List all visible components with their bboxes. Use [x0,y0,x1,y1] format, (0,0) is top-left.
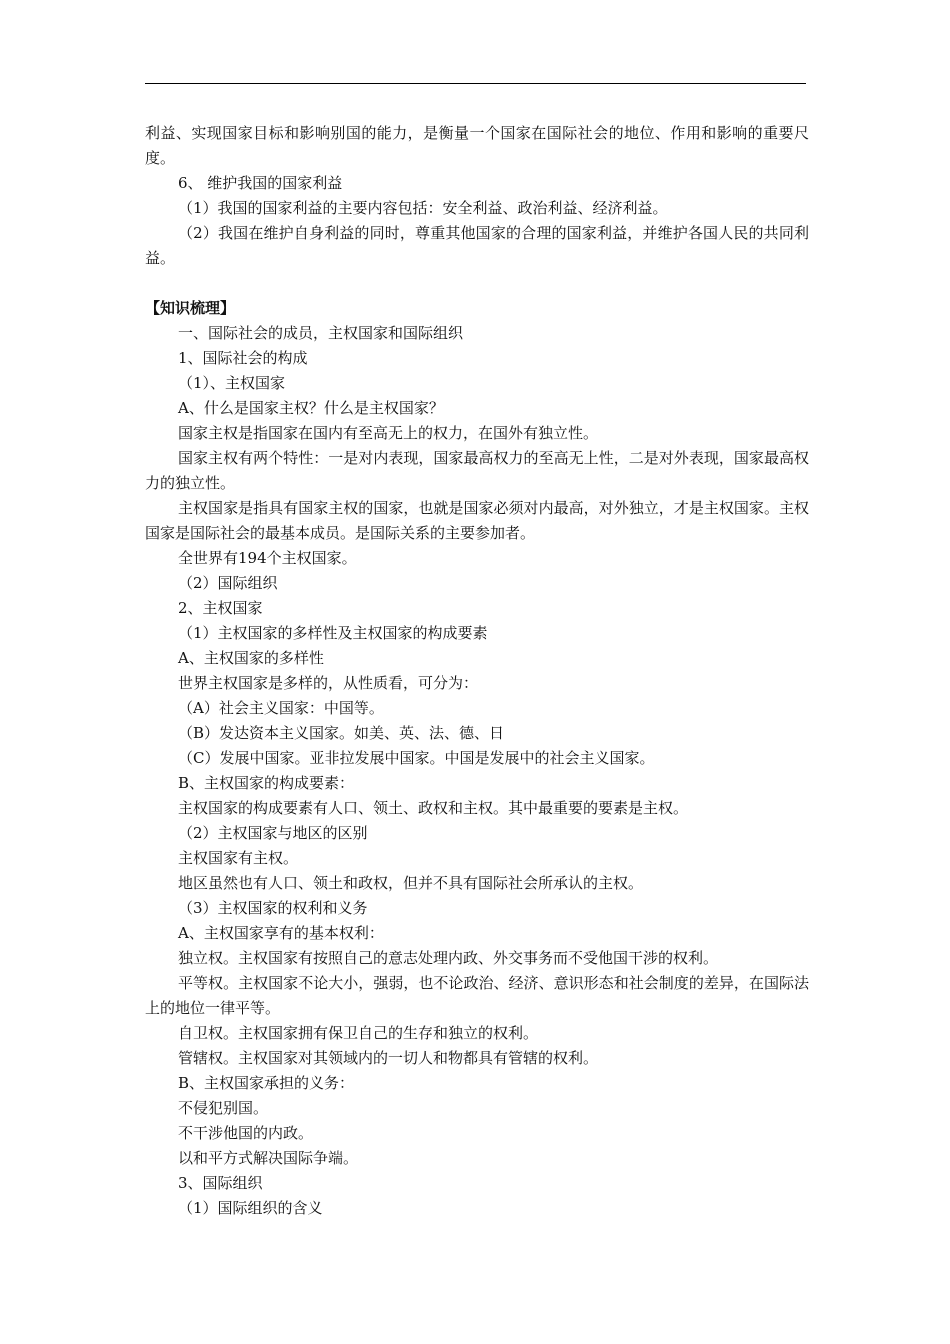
outline-line: （3）主权国家的权利和义务 [178,899,368,917]
item-6-point-1: （1）我国的国家利益的主要内容包括：安全利益、政治利益、经济利益。 [178,199,668,217]
outline-line: （A）社会主义国家：中国等。 [178,699,384,717]
paragraph-continuation: 利益、实现国家目标和影响别国的能力，是衡量一个国家在国际社会的地位、作用和影响的重要尺度。 [145,124,809,167]
outline-line: A、主权国家的多样性 [178,649,324,667]
outline-line: 自卫权。主权国家拥有保卫自己的生存和独立的权利。 [178,1024,539,1042]
outline-line: B、主权国家承担的义务： [178,1074,355,1092]
outline-line: 2、主权国家 [178,599,263,617]
outline-line: （C）发展中国家。亚非拉发展中国家。中国是发展中的社会主义国家。 [178,749,655,767]
outline-line: 全世界有194个主权国家。 [178,549,357,567]
outline-line: 管辖权。主权国家对其领域内的一切人和物都具有管辖的权利。 [178,1049,599,1067]
outline-line: B、主权国家的构成要素： [178,774,355,792]
outline-line: 世界主权国家是多样的，从性质看，可分为： [178,674,479,692]
outline-line: 地区虽然也有人口、领土和政权，但并不具有国际社会所承认的主权。 [178,874,644,892]
outline-line: （1）国际组织的含义 [178,1199,323,1217]
outline-line: （B）发达资本主义国家。如美、英、法、德、日 [178,724,505,742]
outline-line: 以和平方式解决国际争端。 [178,1149,359,1167]
header-rule [145,83,806,84]
item-6-point-2: （2）我国在维护自身利益的同时，尊重其他国家的合理的国家利益，并维护各国人民的共同利益。 [145,224,809,267]
outline-line: 1、国际社会的构成 [178,349,308,367]
outline-paragraph: 国家主权有两个特性：一是对内表现，国家最高权力的至高无上性，二是对外表现，国家最高权力的独立性。 [145,449,809,492]
outline-line: 主权国家有主权。 [178,849,299,867]
outline-line: （1）主权国家的多样性及主权国家的构成要素 [178,624,488,642]
outline-line: A、主权国家享有的基本权利： [178,924,384,942]
outline-line: 国家主权是指国家在国内有至高无上的权力，在国外有独立性。 [178,424,599,442]
outline-line: 3、国际组织 [178,1174,263,1192]
outline-paragraph: 平等权。主权国家不论大小，强弱，也不论政治、经济、意识形态和社会制度的差异，在国际法上的地位一律平等。 [145,974,809,1017]
outline-line: 不干涉他国的内政。 [178,1124,314,1142]
document-body [145,121,809,1221]
item-6-heading: 6、 维护我国的国家利益 [178,174,343,192]
outline-line: （2）国际组织 [178,574,278,592]
outline-line: A、什么是国家主权？什么是主权国家？ [178,399,444,417]
outline-line: 不侵犯别国。 [178,1099,269,1117]
outline-line: 独立权。主权国家有按照自己的意志处理内政、外交事务而不受他国干涉的权利。 [178,949,719,967]
outline-line: （2）主权国家与地区的区别 [178,824,368,842]
outline-title-1: 一、国际社会的成员，主权国家和国际组织 [178,324,464,342]
outline-paragraph: 主权国家是指具有国家主权的国家，也就是国家必须对内最高，对外独立，才是主权国家。主权国家是国际社会的最基本成员。是国际关系的主要参加者。 [145,499,809,542]
section-heading: 【知识梳理】 [145,299,236,317]
outline-line: 主权国家的构成要素有人口、领土、政权和主权。其中最重要的要素是主权。 [178,799,689,817]
outline-line: （1）、主权国家 [178,374,286,392]
